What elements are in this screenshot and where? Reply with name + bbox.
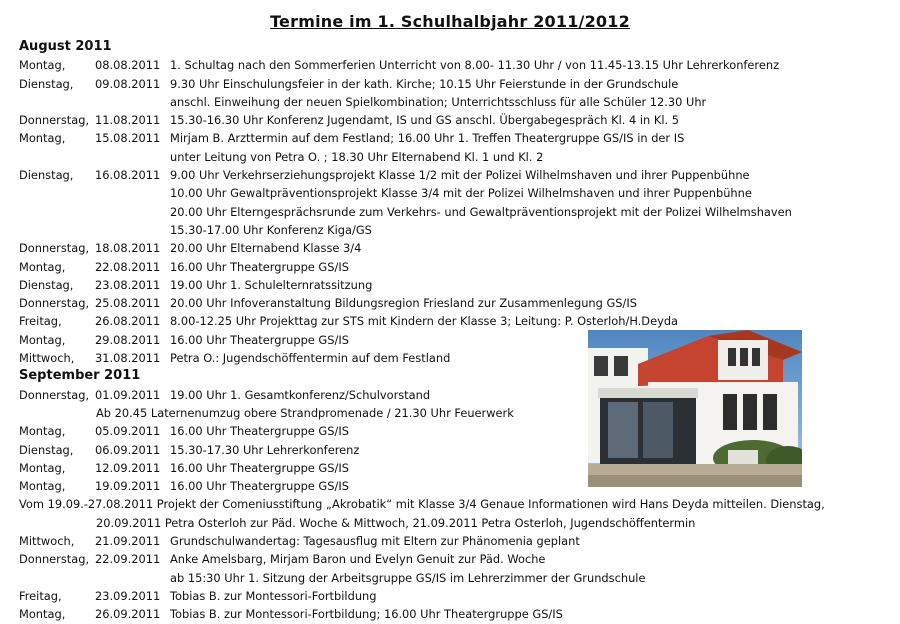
entry-text: 8.00-12.25 Uhr Projekttag zur STS mit Kindern der Klasse 3; Leitung: P. Osterloh/H.Deyda: [170, 314, 679, 329]
entry-day: Montag,: [19, 460, 66, 475]
entry-day: Donnerstag,: [19, 296, 90, 311]
entry-date: 15.08.2011: [95, 131, 161, 146]
entry-continuation: [19, 203, 889, 221]
schedule-entry: [19, 312, 889, 330]
entry-continuation: [19, 93, 889, 111]
entry-text: 20.00 Uhr Elternabend Klasse 3/4: [170, 241, 362, 256]
entry-continuation: [19, 184, 889, 202]
entry-day: Montag,: [19, 424, 66, 439]
schedule-entry: [19, 75, 889, 93]
entry-text: 9.30 Uhr Einschulungsfeier in der kath. Kirche; 10.15 Uhr Feierstunde in der Grundschule: [170, 76, 679, 91]
entry-text: 16.00 Uhr Theatergruppe GS/IS: [170, 460, 349, 475]
schedule-entry: [19, 276, 889, 294]
entry-date: 26.09.2011: [95, 607, 161, 622]
schedule-entry: [19, 56, 889, 74]
entry-day: Donnerstag,: [19, 113, 90, 128]
entry-date: 22.09.2011: [95, 552, 161, 567]
entry-date: 23.09.2011: [95, 588, 161, 603]
entry-day: Dienstag,: [19, 76, 74, 91]
month-heading: August 2011: [19, 39, 112, 54]
schedule-entry: [19, 550, 889, 568]
schedule-entry: [19, 587, 889, 605]
entry-date: 26.08.2011: [95, 314, 161, 329]
entry-day: Dienstag,: [19, 442, 74, 457]
school-building-photo: [588, 330, 802, 487]
month-heading: September 2011: [19, 368, 141, 384]
schedule-entry: [19, 129, 889, 147]
schedule-entry: [19, 532, 889, 550]
schedule-entry: [19, 111, 889, 129]
schedule-entry: [19, 605, 889, 623]
entry-date: 22.08.2011: [95, 259, 161, 274]
entry-date: 11.08.2011: [95, 113, 161, 128]
schedule-entry: [19, 294, 889, 312]
schedule-entry: [19, 258, 889, 276]
entry-text: 15.30-17.30 Uhr Lehrerkonferenz: [170, 442, 360, 457]
entry-text: 10.00 Uhr Gewaltpräventionsprojekt Klasse 3/4 mit der Polizei Wilhelmshaven und ihrer Puppenbühne: [170, 186, 752, 201]
entry-text: 20.00 Uhr Infoveranstaltung Bildungsregion Friesland zur Zusammenlegung GS/IS: [170, 296, 637, 311]
entry-day: Montag,: [19, 607, 66, 622]
entry-text: Tobias B. zur Montessori-Fortbildung; 16.00 Uhr Theatergruppe GS/IS: [170, 607, 563, 622]
entry-date: 12.09.2011: [95, 460, 161, 475]
entry-day: Freitag,: [19, 314, 62, 329]
entry-day: Mittwoch,: [19, 534, 75, 549]
entry-date: 19.09.2011: [95, 479, 161, 494]
entry-date: 01.09.2011: [95, 387, 161, 402]
entry-continuation: [19, 514, 889, 532]
entry-day: Dienstag,: [19, 168, 74, 183]
entry-date: 08.08.2011: [95, 58, 161, 73]
entry-day: Donnerstag,: [19, 387, 90, 402]
entry-text: 20.09.2011 Petra Osterloh zur Päd. Woche & Mittwoch, 21.09.2011 Petra Osterloh, Jugendschöffentermin: [96, 515, 696, 530]
entry-text: Vom 19.09.-27.08.2011 Projekt der Comeniusstiftung „Akrobatik“ mit Klasse 3/4 Genaue Informationen wird Hans Deyda mitteilen. Dienstag,: [19, 497, 825, 512]
entry-text: 16.00 Uhr Theatergruppe GS/IS: [170, 479, 349, 494]
entry-day: Dienstag,: [19, 277, 74, 292]
document-title: Termine im 1. Schulhalbjahr 2011/2012: [270, 12, 630, 31]
entry-text: Mirjam B. Arzttermin auf dem Festland; 16.00 Uhr 1. Treffen Theatergruppe GS/IS in der IS: [170, 131, 685, 146]
entry-date: 09.08.2011: [95, 76, 161, 91]
entry-date: 25.08.2011: [95, 296, 161, 311]
entry-date: 29.08.2011: [95, 332, 161, 347]
entry-date: 05.09.2011: [95, 424, 161, 439]
entry-text: unter Leitung von Petra O. ; 18.30 Uhr Elternabend Kl. 1 und Kl. 2: [170, 149, 544, 164]
entry-text: 19.00 Uhr 1. Schulelternratssitzung: [170, 277, 373, 292]
entry-text: 16.00 Uhr Theatergruppe GS/IS: [170, 332, 349, 347]
schedule-entry-full: [19, 495, 889, 513]
entry-text: 16.00 Uhr Theatergruppe GS/IS: [170, 259, 349, 274]
entry-date: 06.09.2011: [95, 442, 161, 457]
entry-date: 23.08.2011: [95, 277, 161, 292]
entry-text: anschl. Einweihung der neuen Spielkombination; Unterrichtsschluss für alle Schüler 12.30 Uhr: [170, 94, 707, 109]
entry-day: Montag,: [19, 332, 66, 347]
entry-day: Mittwoch,: [19, 351, 75, 366]
entry-day: Montag,: [19, 58, 66, 73]
entry-text: Anke Amelsbarg, Mirjam Baron und Evelyn Genuit zur Päd. Woche: [170, 552, 546, 567]
entry-text: ab 15:30 Uhr 1. Sitzung der Arbeitsgruppe GS/IS im Lehrerzimmer der Grundschule: [170, 570, 646, 585]
entry-date: 21.09.2011: [95, 534, 161, 549]
entry-continuation: [19, 221, 889, 239]
entry-day: Montag,: [19, 259, 66, 274]
entry-date: 16.08.2011: [95, 168, 161, 183]
entry-text: 15.30-17.00 Uhr Konferenz Kiga/GS: [170, 222, 372, 237]
entry-text: 16.00 Uhr Theatergruppe GS/IS: [170, 424, 349, 439]
entry-date: 18.08.2011: [95, 241, 161, 256]
entry-text: 15.30-16.30 Uhr Konferenz Jugendamt, IS und GS anschl. Übergabegespräch Kl. 4 in Kl. 5: [170, 113, 679, 128]
entry-continuation: [19, 569, 889, 587]
entry-text: Petra O.: Jugendschöffentermin auf dem Festland: [170, 351, 451, 366]
entry-day: Montag,: [19, 479, 66, 494]
schedule-entry: [19, 166, 889, 184]
entry-day: Freitag,: [19, 588, 62, 603]
entry-text: 20.00 Uhr Elterngesprächsrunde zum Verkehrs- und Gewaltpräventionsprojekt mit der Polizei Wilhelmshaven: [170, 204, 792, 219]
entry-continuation: [19, 148, 889, 166]
entry-date: 31.08.2011: [95, 351, 161, 366]
entry-text: 9.00 Uhr Verkehrserziehungsprojekt Klasse 1/2 mit der Polizei Wilhelmshaven und ihrer Puppenbühne: [170, 168, 750, 183]
entry-text: Tobias B. zur Montessori-Fortbildung: [170, 588, 377, 603]
schedule-entry: [19, 239, 889, 257]
entry-text: Ab 20.45 Laternenumzug obere Strandpromenade / 21.30 Uhr Feuerwerk: [96, 405, 514, 420]
entry-text: Grundschulwandertag: Tagesausflug mit Eltern zur Phänomenia geplant: [170, 534, 580, 549]
entry-day: Montag,: [19, 131, 66, 146]
entry-day: Donnerstag,: [19, 241, 90, 256]
entry-text: 19.00 Uhr 1. Gesamtkonferenz/Schulvorstand: [170, 387, 431, 402]
entry-day: Donnerstag,: [19, 552, 90, 567]
entry-text: 1. Schultag nach den Sommerferien Unterricht von 8.00- 11.30 Uhr / von 11.45-13.15 Uhr Lehrerkonferenz: [170, 58, 780, 73]
